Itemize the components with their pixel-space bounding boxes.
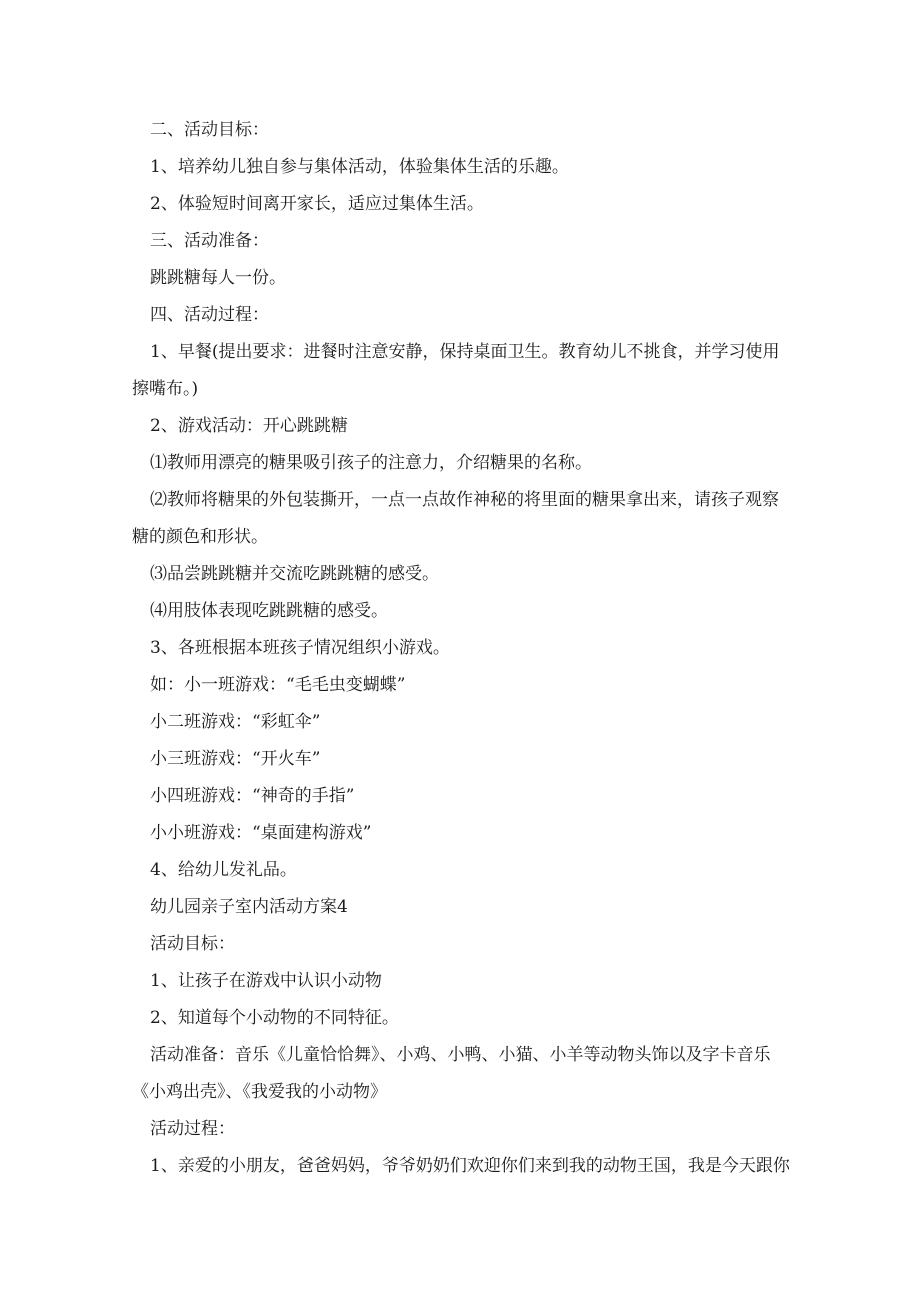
paragraph: 2、游戏活动：开心跳跳糖 xyxy=(150,416,348,436)
paragraph: 1、早餐(提出要求：进餐时注意安静，保持桌面卫生。教育幼儿不挑食，并学习使用擦嘴布。) xyxy=(132,342,780,399)
section-heading-goals-2: 活动目标： xyxy=(150,934,235,954)
paragraph: 小四班游戏：“神奇的手指” xyxy=(150,786,355,806)
paragraph: 小三班游戏：“开火车” xyxy=(150,749,321,769)
section-heading-goals: 二、活动目标： xyxy=(150,120,269,140)
paragraph: 2、知道每个小动物的不同特征。 xyxy=(150,1008,399,1028)
paragraph: ⑷用肢体表现吃跳跳糖的感受。 xyxy=(150,601,388,621)
section-title-plan-4: 幼儿园亲子室内活动方案4 xyxy=(150,897,348,917)
paragraph: 小小班游戏：“桌面建构游戏” xyxy=(150,823,372,843)
paragraph: 活动准备：音乐《儿童恰恰舞》、小鸡、小鸭、小猫、小羊等动物头饰以及字卡音乐《小鸡出壳》、《我爱我的小动物》 xyxy=(132,1045,771,1102)
paragraph: 1、亲爱的小朋友，爸爸妈妈，爷爷奶奶们欢迎你们来到我的动物王国，我是今天跟你 xyxy=(150,1156,790,1176)
section-heading-process: 四、活动过程： xyxy=(150,305,269,325)
paragraph: 小二班游戏：“彩虹伞” xyxy=(150,712,321,732)
paragraph: 4、给幼儿发礼品。 xyxy=(150,860,297,880)
document-body xyxy=(132,112,792,1185)
paragraph: ⑴教师用漂亮的糖果吸引孩子的注意力，介绍糖果的名称。 xyxy=(150,453,592,473)
section-heading-preparation: 三、活动准备： xyxy=(150,231,269,251)
paragraph: ⑵教师将糖果的外包装撕开，一点一点故作神秘的将里面的糖果拿出来，请孩子观察糖的颜色和形状。 xyxy=(132,490,779,547)
paragraph: 2、体验短时间离开家长，适应过集体生活。 xyxy=(150,194,484,214)
paragraph: 1、培养幼儿独自参与集体活动，体验集体生活的乐趣。 xyxy=(150,157,569,177)
paragraph: ⑶品尝跳跳糖并交流吃跳跳糖的感受。 xyxy=(150,564,439,584)
paragraph: 如：小一班游戏：“毛毛虫变蝴蝶” xyxy=(150,675,406,695)
paragraph: 跳跳糖每人一份。 xyxy=(150,268,286,288)
paragraph: 3、各班根据本班孩子情况组织小游戏。 xyxy=(150,638,450,658)
section-heading-process-2: 活动过程： xyxy=(150,1119,235,1139)
paragraph: 1、让孩子在游戏中认识小动物 xyxy=(150,971,382,991)
